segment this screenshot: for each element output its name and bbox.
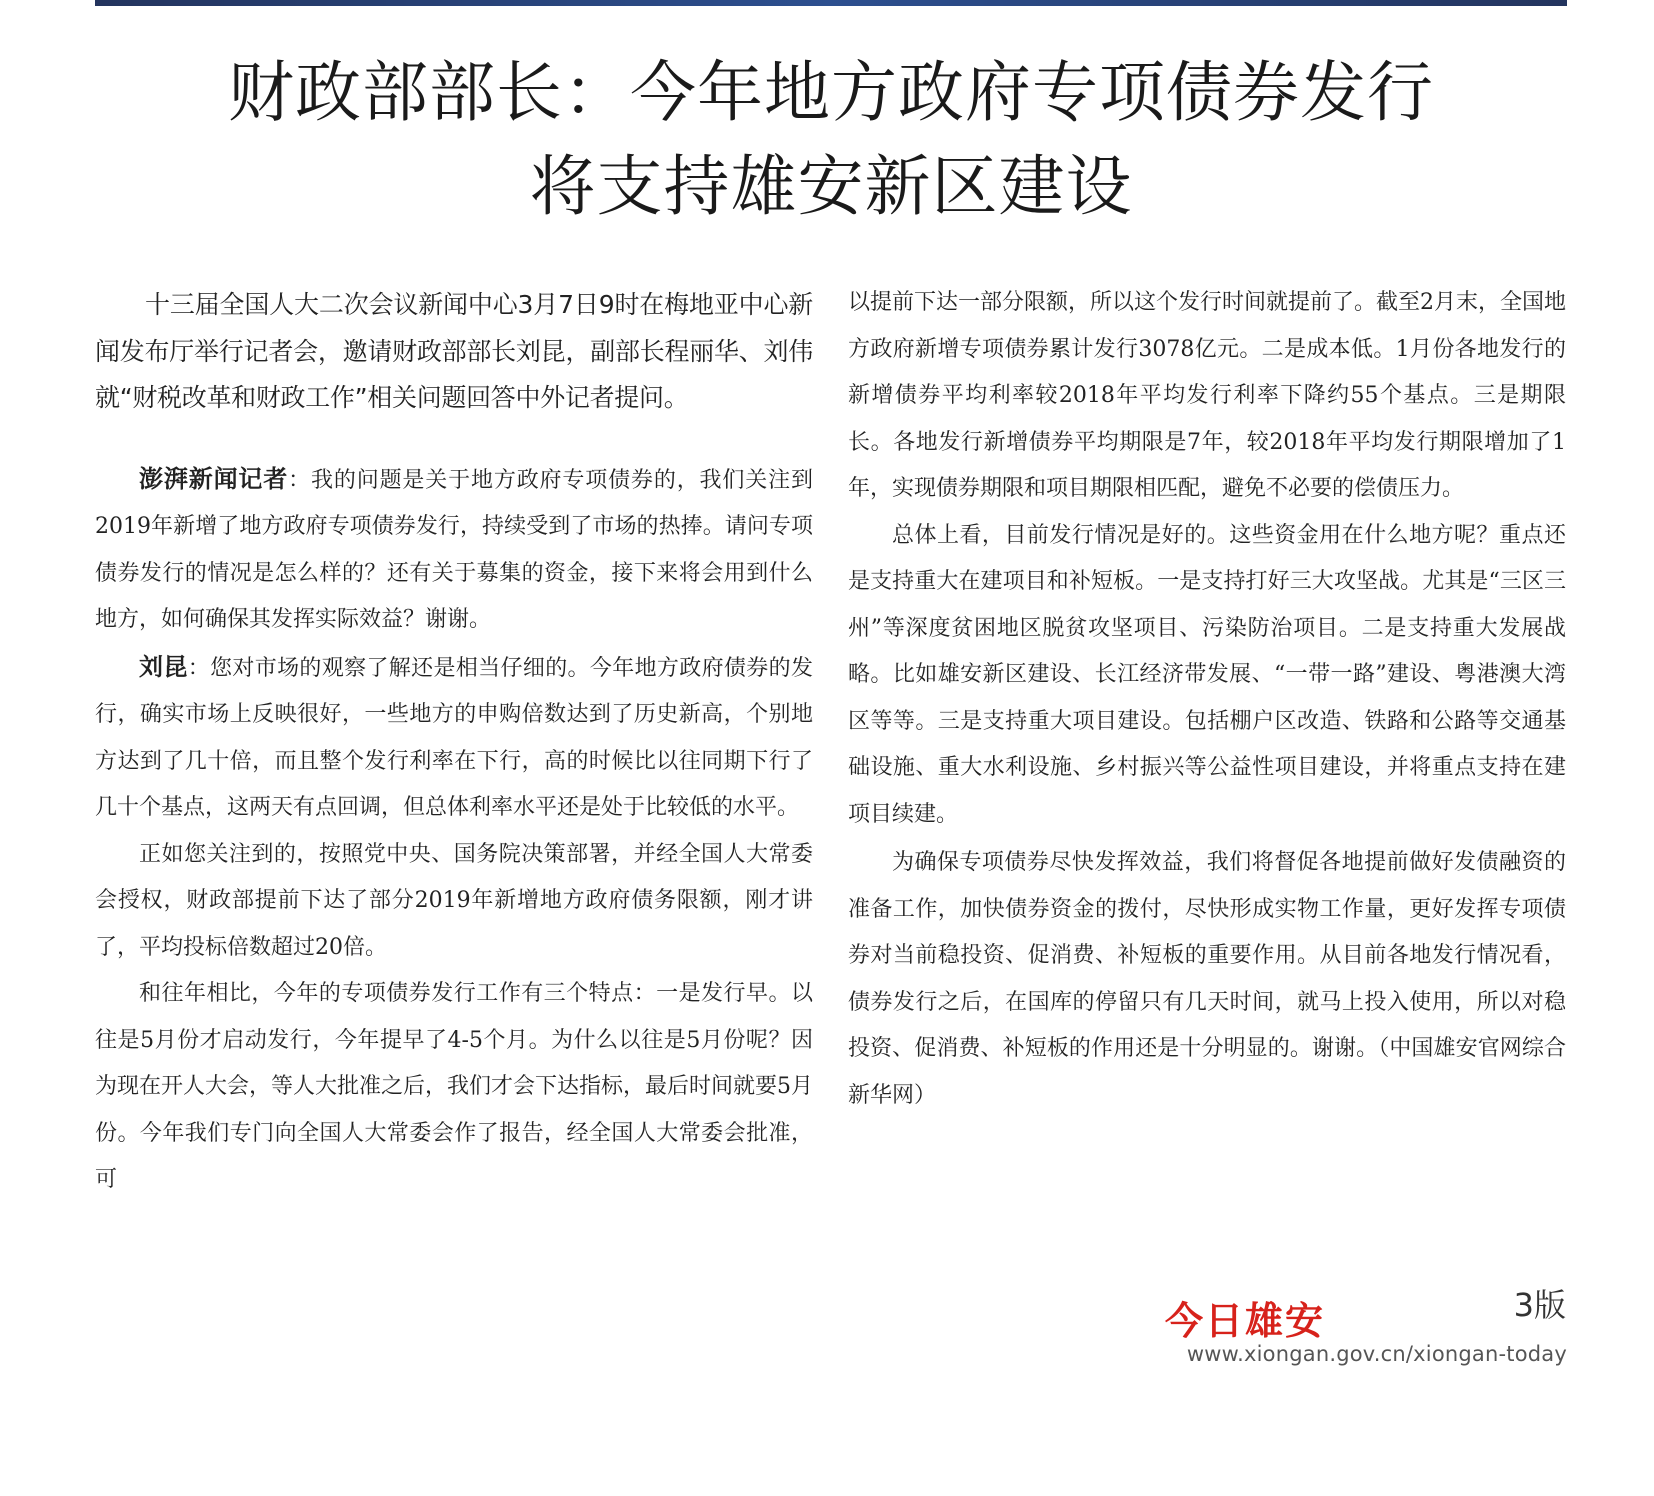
right-column (848, 280, 1566, 1119)
headline-line-1: 财政部部长：今年地方政府专项债券发行 (228, 54, 1434, 131)
answer-speaker: 刘昆 (139, 652, 188, 681)
body-paragraph-4: 总体上看，目前发行情况是好的。这些资金用在什么地方呢？重点还是支持重大在建项目和补短板。一是支持打好三大攻坚战。尤其是“三区三州”等深度贫困地区脱贫攻坚项目、污染防治项目。二是支持重大发展战略。比如雄安新区建设、长江经济带发展、“一带一路”建设、粤港澳大湾区等等。三是支持重大项目建设。包括棚户区改造、铁路和公路等交通基础设施、重大水利设施、乡村振兴等公益性项目建设，并将重点支持在建项目续建。 (848, 522, 1566, 827)
continued-paragraph: 以提前下达一部分限额，所以这个发行时间就提前了。截至2月末，全国地方政府新增专项债券累计发行3078亿元。二是成本低。1月份各地发行的新增债券平均利率较2018年平均发行利率下降约55个基点。三是期限长。各地发行新增债券平均期限是7年，较2018年平均发行期限增加了1年，实现债券期限和项目期限相匹配，避免不必要的偿债压力。 (848, 290, 1566, 501)
left-column (95, 282, 813, 1204)
answer-colon: ： (187, 655, 211, 681)
body-paragraph-3: 和往年相比，今年的专项债券发行工作有三个特点：一是发行早。以往是5月份才启动发行，今年提早了4-5个月。为什么以往是5月份呢？因为现在开人大会，等人大批准之后，我们才会下达指标，最后时间就要5月份。今年我们专门向全国人大常委会作了报告，经全国人大常委会批准，可 (95, 981, 813, 1192)
answer-text: 您对市场的观察了解还是相当仔细的。今年地方政府债券的发行，确实市场上反映很好，一些地方的申购倍数达到了历史新高，个别地方达到了几十倍，而且整个发行利率在下行，高的时候比以往同期下行了几十个基点，这两天有点回调，但总体利率水平还是处于比较低的水平。 (95, 655, 813, 820)
question-colon: ： (288, 467, 311, 493)
top-rule (95, 0, 1567, 6)
headline-line-2: 将支持雄安新区建设 (529, 148, 1133, 225)
question-paragraph (95, 456, 813, 644)
body-paragraph-2: 正如您关注到的，按照党中央、国务院决策部署，并经全国人大常委会授权，财政部提前下达了部分2019年新增地方政府债务限额，刚才讲了，平均投标倍数超过20倍。 (95, 841, 813, 960)
question-text: 我的问题是关于地方政府专项债券的，我们关注到2019年新增了地方政府专项债券发行，持续受到了市场的热捧。请问专项债券发行的情况是怎么样的？还有关于募集的资金，接下来将会用到什么地方，如何确保其发挥实际效益？谢谢。 (95, 467, 813, 632)
footer-url: www.xiongan.gov.cn/xiongan-today (1186, 1342, 1567, 1366)
today-xiongan-logo: 今日雄安 (1165, 1298, 1326, 1343)
page-number: 3版 (1513, 1286, 1566, 1324)
question-speaker: 澎湃新闻记者 (139, 464, 289, 493)
answer-paragraph (95, 644, 813, 832)
body-paragraph-5: 为确保专项债券尽快发挥效益，我们将督促各地提前做好发债融资的准备工作，加快债券资金的拨付，尽快形成实物工作量，更好发挥专项债券对当前稳投资、促消费、补短板的重要作用。从目前各地发行情况看，债券发行之后，在国库的停留只有几天时间，就马上投入使用，所以对稳投资、促消费、补短板的作用还是十分明显的。谢谢。（中国雄安官网综合新华网） (848, 850, 1566, 1108)
headline (95, 46, 1567, 234)
intro-paragraph: 十三届全国人大二次会议新闻中心3月7日9时在梅地亚中心新闻发布厅举行记者会，邀请财政部部长刘昆，副部长程丽华、刘伟就“财税改革和财政工作”相关问题回答中外记者提问。 (95, 290, 813, 412)
